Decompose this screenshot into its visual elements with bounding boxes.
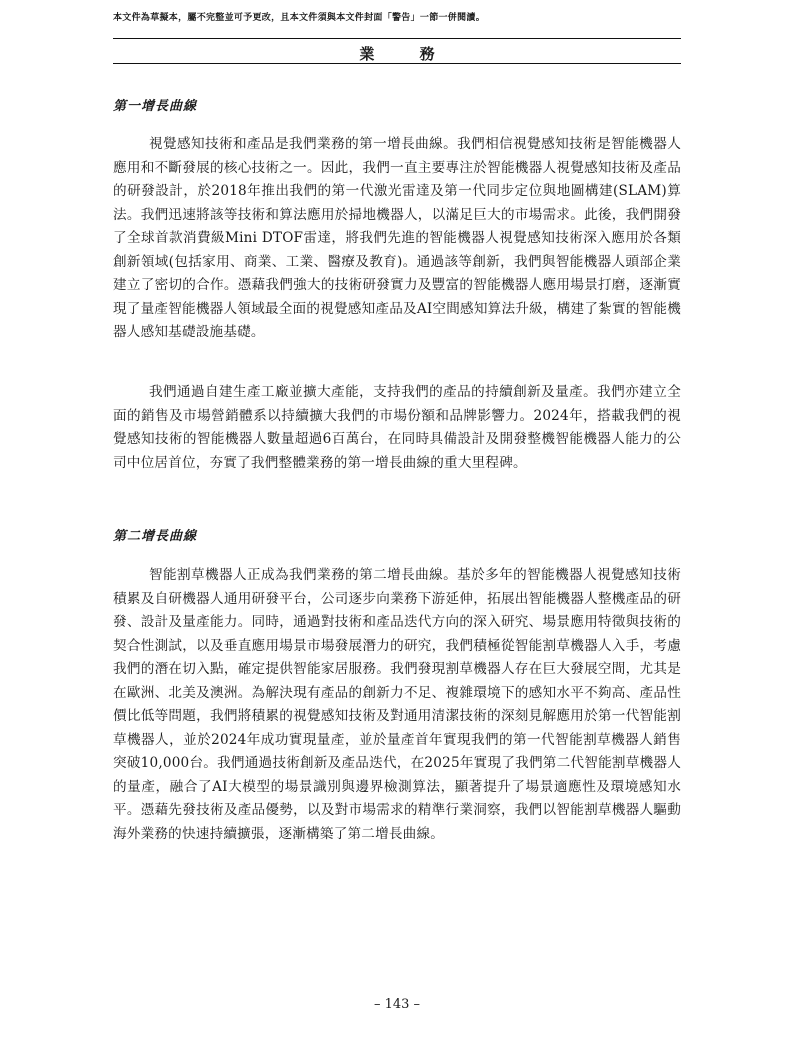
heading-second-growth-curve: 第二增長曲線 xyxy=(113,529,198,544)
paragraph-first-growth-2: 我們通過自建生產工廠並擴大產能，支持我們的產品的持續創新及量產。我們亦建立全面的銷售及市場營銷體系以持續擴大我們的市場份額和品牌影響力。2024年，搭載我們的視覺感知技術的智能機器人數量超過6百萬台，在同時具備設計及開發整機智能機器人能力的公司中位居首位，夯實了我們整體業務的第一增長曲線的重大里程碑。 xyxy=(113,384,681,471)
draft-notice: 本文件為草擬本，屬不完整並可予更改，且本文件須與本文件封面「警告」一節一併閱讀。 xyxy=(113,13,486,23)
header-rule-top xyxy=(113,38,681,39)
header-rule-bottom xyxy=(113,63,681,64)
section-title: 業 務 xyxy=(359,45,455,63)
paragraph-second-growth-1: 智能割草機器人正成為我們業務的第二增長曲線。基於多年的智能機器人視覺感知技術積累及自研機器人通用研發平台，公司逐步向業務下游延伸，拓展出智能機器人整機產品的研發、設計及量產能力。同時，通過對技術和產品迭代方向的深入研究、場景應用特徵與技術的契合性測試，以及垂直應用場景市場發展潛力的研究，我們積極從智能割草機器人入手，考慮我們的潛在切入點，確定提供智能家居服務。我們發現割草機器人存在巨大發展空間，尤其是在歐洲、北美及澳洲。為解決現有產品的創新力不足、複雜環境下的感知水平不夠高、產品性價比低等問題，我們將積累的視覺感知技術及對通用清潔技術的深刻見解應用於第一代智能割草機器人，並於2024年成功實現量產，並於量產首年實現我們的第一代智能割草機器人銷售突破10,000台。我們通過技術創新及產品迭代，在2025年實現了我們第二代智能割草機器人的量產，融合了AI大模型的場景識別與邊界檢測算法，顯著提升了場景適應性及環境感知水平。憑藉先發技術及產品優勢，以及對市場需求的精準行業洞察，我們以智能割草機器人驅動海外業務的快速持續擴張，逐漸構築了第二增長曲線。 xyxy=(113,567,681,842)
heading-first-growth-curve: 第一增長曲線 xyxy=(113,99,198,114)
paragraph-first-growth-1: 視覺感知技術和產品是我們業務的第一增長曲線。我們相信視覺感知技術是智能機器人應用和不斷發展的核心技術之一。因此，我們一直主要專注於智能機器人視覺感知技術及產品的研發設計，於2018年推出我們的第一代激光雷達及第一代同步定位與地圖構建(SLAM)算法。我們迅速將該等技術和算法應用於掃地機器人，以滿足巨大的市場需求。此後，我們開發了全球首款消費級Mini DTOF雷達，將我們先進的智能機器人視覺感知技術深入應用於各類創新領域(包括家用、商業、工業、醫療及教育)。通過該等創新，我們與智能機器人頭部企業建立了密切的合作。憑藉我們強大的技術研發實力及豐富的智能機器人應用場景打磨，逐漸實現了量產智能機器人領域最全面的視覺感知產品及AI空間感知算法升級，構建了紮實的智能機器人感知基礎設施基礎。 xyxy=(113,136,681,340)
page-number: – 143 – xyxy=(373,997,421,1012)
